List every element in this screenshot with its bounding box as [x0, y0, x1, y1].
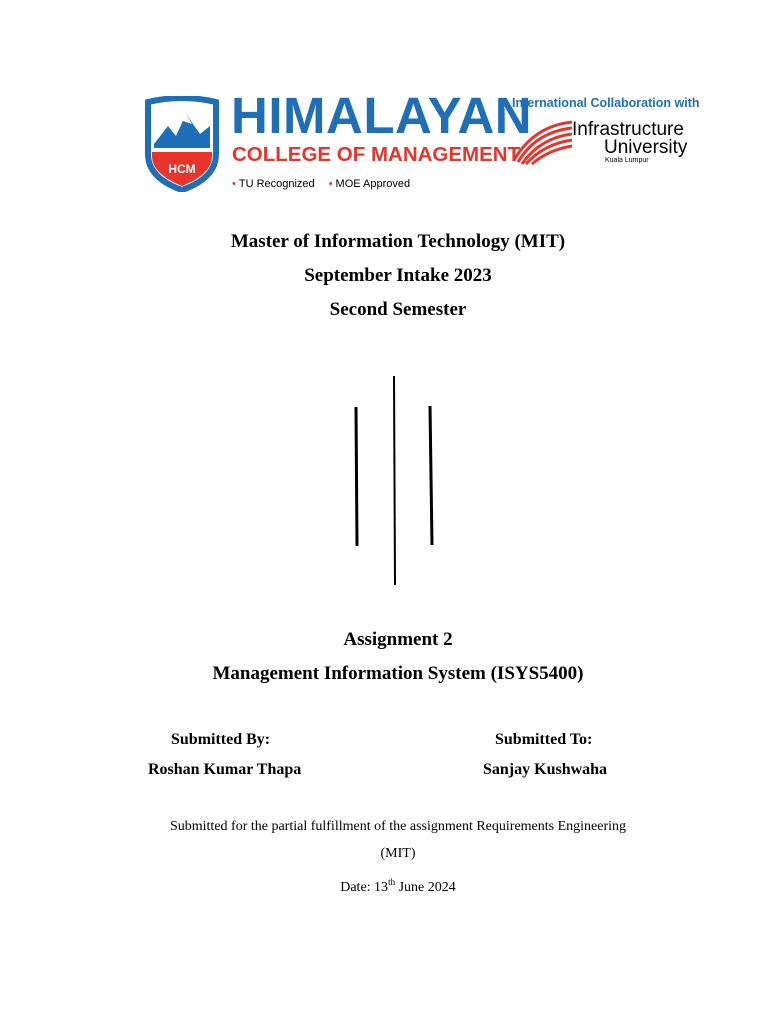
partner-name-line2: University: [604, 137, 688, 158]
submitted-to-label: Submitted To:: [495, 731, 593, 748]
partner-logo-swoosh: [512, 116, 574, 166]
submitted-by-name: Roshan Kumar Thapa: [148, 761, 302, 778]
brand-tags: [232, 179, 410, 190]
program-intake: September Intake 2023: [304, 265, 492, 286]
date-prefix: Date: 13: [340, 880, 389, 895]
submitted-by-label: Submitted By:: [171, 731, 271, 748]
submitted-to-name: Sanjay Kushwaha: [483, 761, 608, 778]
assignment-subject: Management Information System (ISYS5400): [212, 663, 584, 684]
assignment-title: Assignment 2: [343, 629, 453, 650]
partner-name-line1: Infrastructure: [572, 119, 684, 140]
brand-name: HIMALAYAN: [231, 87, 533, 144]
college-logo-shield: [144, 96, 220, 192]
fulfillment-note-program: (MIT): [380, 846, 416, 861]
brand-subtitle: COLLEGE OF MANAGEMENT: [232, 143, 521, 166]
logo-monogram: HCM: [168, 162, 196, 176]
partner-city: Kuala Lumpur: [605, 157, 649, 164]
submission-date: [14, 877, 768, 895]
decorative-line-center: [394, 376, 395, 585]
decorative-line-right: [430, 406, 432, 545]
shield-icon: [144, 96, 220, 192]
program-semester: Second Semester: [329, 299, 467, 320]
program-title: Master of Information Technology (MIT): [230, 231, 566, 252]
tag-tu-recognized: • TU Recognized: [232, 179, 315, 190]
date-rest: June 2024: [395, 880, 456, 895]
fulfillment-note: Submitted for the partial fulfillment of the assignment Requirements Engineering: [169, 819, 627, 834]
collaboration-text: International Collaboration with: [512, 96, 700, 110]
decorative-lines: [340, 372, 440, 590]
decorative-line-left: [356, 407, 357, 546]
tag-moe-approved: • MOE Approved: [329, 179, 410, 190]
date-ordinal-suffix: th: [388, 877, 396, 887]
swoosh-icon: [512, 116, 574, 166]
